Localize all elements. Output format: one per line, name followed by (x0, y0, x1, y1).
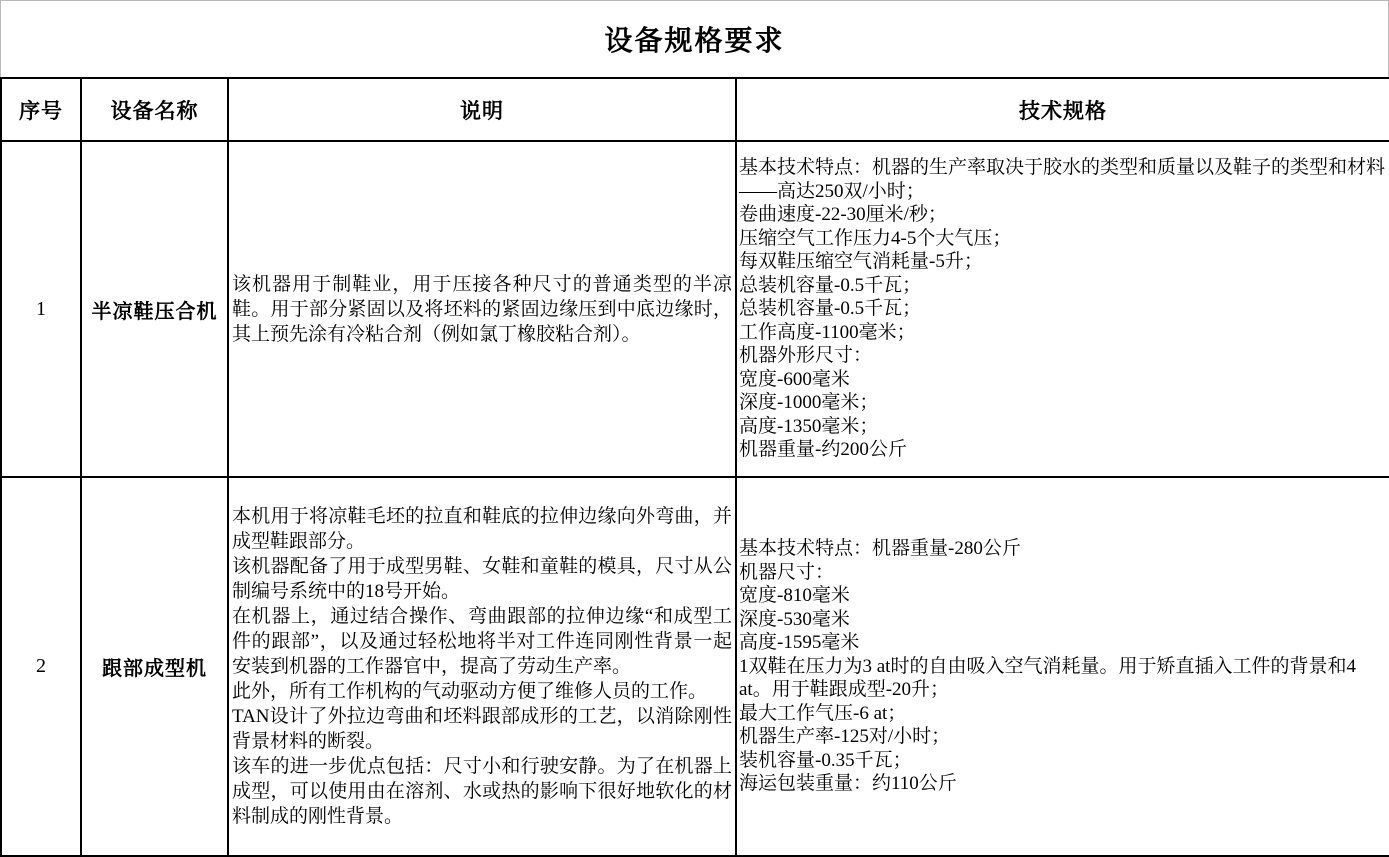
specs-cell: 基本技术特点：机器重量-280公斤 机器尺寸： 宽度-810毫米 深度-530毫米 高度-1595毫米 1双鞋在压力为3 at时的自由吸入空气消耗量。用于矫直插入工件的背景和4 at。用于鞋跟成型-20升； 最大工作气压-6 at； 机器生产率-125对/小时； 装机容量-0.35千瓦； 海运包装重量：约110公斤 (736, 477, 1389, 856)
equipment-name-cell: 跟部成型机 (81, 477, 228, 856)
column-header-description: 说明 (228, 78, 736, 141)
table-row (1, 141, 1389, 477)
description-cell: 本机用于将凉鞋毛坯的拉直和鞋底的拉伸边缘向外弯曲，并成型鞋跟部分。 该机器配备了用于成型男鞋、女鞋和童鞋的模具，尺寸从公制编号系统中的18号开始。 在机器上，通过结合操作、弯曲跟部的拉伸边缘“和成型工件的跟部”，以及通过轻松地将半对工件连同刚性背景一起安装到机器的工作器官中，提高了劳动生产率。 此外，所有工作机构的气动驱动方便了维修人员的工作。 TAN设计了外拉边弯曲和坯料跟部成形的工艺，以消除刚性背景材料的断裂。 该车的进一步优点包括：尺寸小和行驶安静。为了在机器上成型，可以使用由在溶剂、水或热的影响下很好地软化的材料制成的刚性背景。 (228, 477, 736, 856)
column-header-name: 设备名称 (81, 78, 228, 141)
column-header-no: 序号 (1, 78, 81, 141)
page-title: 设备规格要求 (604, 26, 785, 57)
row-number-cell: 2 (1, 477, 81, 856)
description-cell: 该机器用于制鞋业，用于压接各种尺寸的普通类型的半凉鞋。用于部分紧固以及将坯料的紧固边缘压到中底边缘时，其上预先涂有冷粘合剂（例如氯丁橡胶粘合剂）。 (228, 141, 736, 477)
specs-cell: 基本技术特点：机器的生产率取决于胶水的类型和质量以及鞋子的类型和材料——高达250双/小时； 卷曲速度-22-30厘米/秒； 压缩空气工作压力4-5个大气压； 每双鞋压缩空气消耗量-5升； 总装机容量-0.5千瓦； 总装机容量-0.5千瓦； 工作高度-1100毫米； 机器外形尺寸： 宽度-600毫米 深度-1000毫米； 高度-1350毫米； 机器重量-约200公斤 (736, 141, 1389, 477)
table-header-row (1, 78, 1389, 141)
equipment-spec-table (0, 77, 1389, 857)
column-header-specs: 技术规格 (736, 78, 1389, 141)
equipment-name-cell: 半凉鞋压合机 (81, 141, 228, 477)
table-row (1, 477, 1389, 856)
title-bar (0, 0, 1389, 77)
row-number-cell: 1 (1, 141, 81, 477)
